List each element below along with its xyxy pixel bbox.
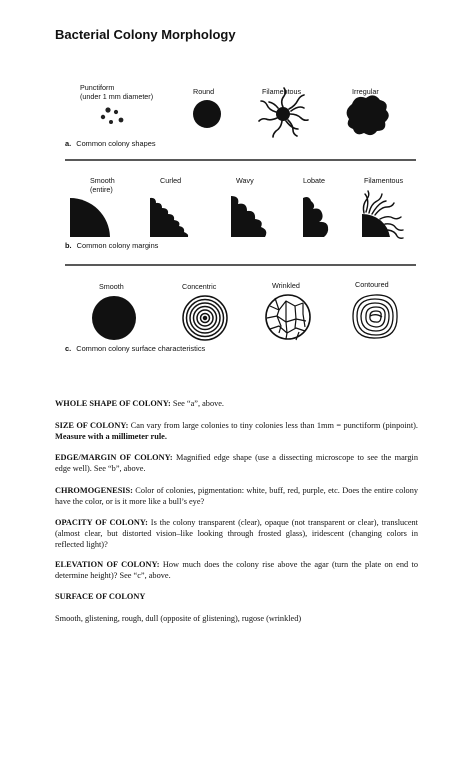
- label-lobate: Lobate: [303, 176, 325, 185]
- caption-a-text: Common colony shapes: [76, 139, 156, 148]
- section-text: How much does the colony rise above the agar (turn the plate on end to determine height)? See “c”, above.: [55, 560, 418, 580]
- section-text: Is the colony transparent (clear), opaque (not transparent or clear), translucent (almost clear, but distorted vision–like looking through frosted glass), iridescent (changing colors in reflected light)?: [55, 518, 418, 549]
- label-punctiform-size: (under 1 mm diameter): [80, 92, 154, 101]
- wavy-margin-icon: [231, 196, 266, 237]
- section-heading: EDGE/MARGIN OF COLONY:: [55, 453, 173, 462]
- label-punctiform: Punctiform: [80, 83, 115, 92]
- caption-b: [65, 241, 159, 250]
- label-smooth-surface: Smooth: [99, 282, 124, 291]
- section-text: See “a”, above.: [170, 399, 225, 408]
- label-wavy: Wavy: [236, 176, 254, 185]
- section-whole-shape: [55, 398, 418, 409]
- section-heading: CHROMOGENESIS:: [55, 486, 133, 495]
- irregular-colony-icon: [347, 95, 389, 135]
- caption-c: [65, 344, 206, 353]
- section-opacity: [55, 517, 418, 550]
- label-concentric: Concentric: [182, 282, 217, 291]
- label-wrinkled: Wrinkled: [272, 281, 300, 290]
- punctiform-colony-icon: [101, 107, 124, 124]
- contoured-surface-icon: [353, 295, 397, 338]
- label-curled: Curled: [160, 176, 182, 185]
- label-contoured: Contoured: [355, 280, 389, 289]
- round-colony-icon: [193, 100, 221, 128]
- curled-margin-icon: [150, 198, 188, 237]
- filamentous-margin-icon: [362, 191, 403, 238]
- label-filamentous-margin: Filamentous: [364, 176, 404, 185]
- section-elevation: [55, 559, 418, 581]
- section-heading: ELEVATION OF COLONY:: [55, 560, 160, 569]
- section-text: Magnified edge shape (use a dissecting microscope to see the margin edge well). See “b”, above.: [55, 453, 418, 473]
- smooth-surface-icon: [92, 296, 136, 340]
- label-filamentous-shape: Filamentous: [262, 87, 302, 96]
- caption-b-text: Common colony margins: [76, 241, 159, 250]
- label-round: Round: [193, 87, 215, 96]
- lobate-margin-icon: [303, 197, 328, 237]
- caption-a-letter: a.: [65, 139, 72, 148]
- section-heading: SURFACE OF COLONY: [55, 592, 146, 601]
- section-emphasis: Measure with a millimeter rule.: [55, 432, 167, 441]
- page-title: Bacterial Colony Morphology: [55, 27, 236, 42]
- section-text: Color of colonies, pigmentation: white, buff, red, purple, etc. Does the entire colony have the color, or is it more like a bull’s eye?: [55, 486, 418, 506]
- wrinkled-surface-icon: [266, 295, 310, 340]
- section-chromogenesis: [55, 485, 418, 507]
- caption-b-letter: b.: [65, 241, 72, 250]
- section-text: Can vary from large colonies to tiny colonies less than 1mm = punctiform (pinpoint).: [128, 421, 418, 430]
- smooth-margin-icon: [70, 198, 110, 237]
- caption-c-text: Common colony surface characteristics: [76, 344, 206, 353]
- section-heading: OPACITY OF COLONY:: [55, 518, 148, 527]
- section-size: [55, 420, 418, 442]
- section-heading: WHOLE SHAPE OF COLONY:: [55, 399, 171, 408]
- colony-morphology-figure: [0, 0, 474, 380]
- caption-a: [65, 139, 156, 148]
- label-entire: (entire): [90, 185, 113, 194]
- section-edge-margin: [55, 452, 418, 474]
- caption-c-letter: c.: [65, 344, 72, 353]
- concentric-surface-icon: [183, 296, 227, 340]
- label-irregular: Irregular: [352, 87, 379, 96]
- label-smooth-margin: Smooth: [90, 176, 115, 185]
- section-surface-text: [55, 613, 418, 624]
- section-surface-heading: [55, 591, 418, 602]
- section-text: Smooth, glistening, rough, dull (opposite of glistening), rugose (wrinkled): [55, 614, 302, 623]
- section-heading: SIZE OF COLONY:: [55, 421, 129, 430]
